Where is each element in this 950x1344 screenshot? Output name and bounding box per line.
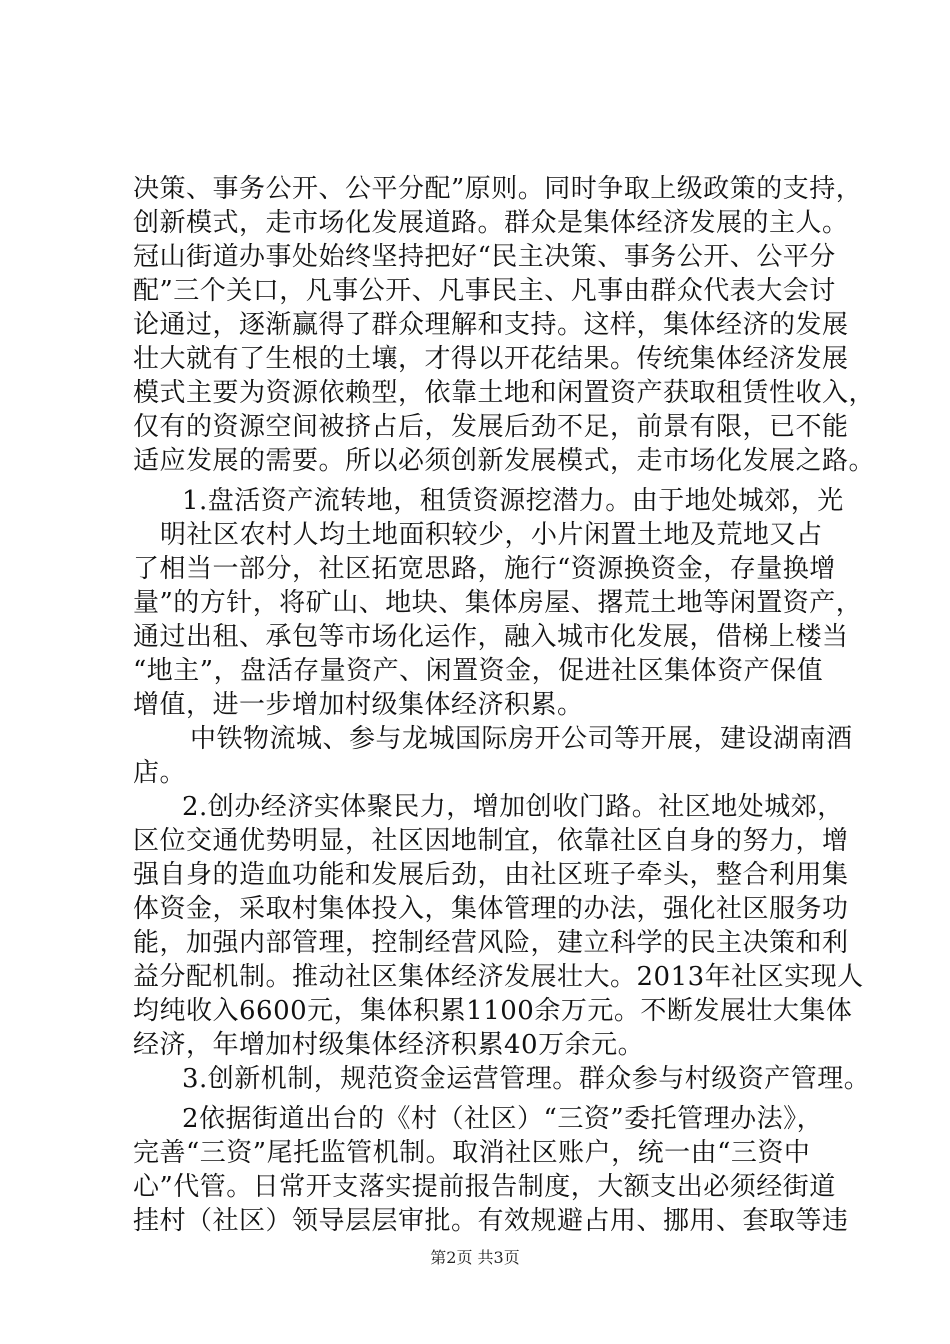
- text-line: 强自身的造血功能和发展后劲，由社区班子牵头，整合利用集: [133, 860, 849, 890]
- text-line: 通过出租、承包等市场化运作，融入城市化发展，借梯上楼当: [133, 622, 849, 652]
- text-line: 适应发展的需要。所以必须创新发展模式，走市场化发展之路。: [133, 446, 876, 476]
- text-line: 配”三个关口，凡事公开、凡事民主、凡事由群众代表大会讨: [133, 276, 836, 306]
- text-line: 心”代管。日常开支落实提前报告制度，大额支出必须经街道: [133, 1172, 836, 1202]
- text-line: 完善“三资”尾托监管机制。取消社区账户，统一由“三资中: [133, 1138, 811, 1168]
- text-line: 增值，进一步增加村级集体经济积累。: [133, 690, 584, 720]
- text-line: 仅有的资源空间被挤占后，发展后劲不足，前景有限，已不能: [133, 412, 849, 442]
- text-line: 挂村（社区）领导层层审批。有效规避占用、挪用、套取等违: [133, 1206, 849, 1236]
- text-line: 3.创新机制，规范资金运营管理。群众参与村级资产管理。: [182, 1064, 871, 1094]
- page-footer: 第2页 共3页: [430, 1248, 520, 1267]
- text-line: 区位交通优势明显，社区因地制宜，依靠社区自身的努力，增: [133, 826, 849, 856]
- text-line: 量”的方针，将矿山、地块、集体房屋、撂荒土地等闲置资产，: [133, 588, 863, 618]
- text-line: 1.盘活资产流转地，租赁资源挖潜力。由于地处城郊，光: [182, 486, 844, 516]
- text-line: 能，加强内部管理，控制经营风险，建立科学的民主决策和利: [133, 928, 849, 958]
- text-line: 决策、事务公开、公平分配”原则。同时争取上级政策的支持，: [133, 174, 863, 204]
- text-line: 中铁物流城、参与龙城国际房开公司等开展，建设湖南酒: [190, 724, 853, 754]
- text-line: 创新模式，走市场化发展道路。群众是集体经济发展的主人。: [133, 208, 849, 238]
- text-line: 体资金，采取村集体投入，集体管理的办法，强化社区服务功: [133, 894, 849, 924]
- text-line: 2.创办经济实体聚民力，增加创收门路。社区地处城郊，: [182, 792, 844, 822]
- text-line: 2依据街道出台的《村（社区）“三资”委托管理办法》，: [182, 1104, 824, 1134]
- text-line: 均纯收入6600元，集体积累1100余万元。不断发展壮大集体: [133, 996, 853, 1026]
- text-line: 冠山街道办事处始终坚持把好“民主决策、事务公开、公平分: [133, 242, 836, 272]
- text-line: 了相当一部分，社区拓宽思路，施行“资源换资金，存量换增: [133, 554, 836, 584]
- text-line: 店。: [133, 758, 187, 788]
- text-line: “地主”，盘活存量资产、闲置资金，促进社区集体资产保值: [133, 656, 824, 686]
- text-line: 经济，年增加村级集体经济积累40万余元。: [133, 1030, 645, 1060]
- text-line: 壮大就有了生根的土壤，才得以开花结果。传统集体经济发展: [133, 344, 849, 374]
- text-line: 模式主要为资源依赖型，依靠土地和闲置资产获取租赁性收入，: [133, 378, 876, 408]
- text-line: 明社区农村人均土地面积较少，小片闲置土地及荒地又占: [160, 520, 823, 550]
- text-line: 益分配机制。推动社区集体经济发展壮大。2013年社区实现人: [133, 962, 864, 992]
- text-line: 论通过，逐渐赢得了群众理解和支持。这样，集体经济的发展: [133, 310, 849, 340]
